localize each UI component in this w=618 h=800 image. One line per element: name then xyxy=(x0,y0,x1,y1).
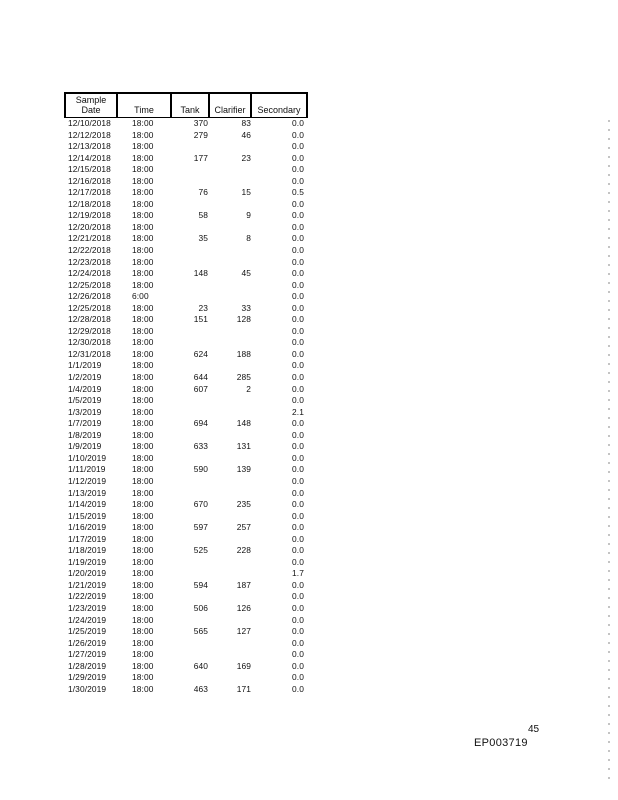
cell-date: 1/4/2019 xyxy=(68,383,102,394)
table-row xyxy=(64,430,308,442)
cell-secondary: 0.0 xyxy=(292,533,304,544)
cell-date: 12/29/2018 xyxy=(68,325,111,336)
cell-date: 12/22/2018 xyxy=(68,245,111,256)
cell-clarifier: 171 xyxy=(236,683,251,694)
table-row xyxy=(64,603,308,615)
cell-date: 1/10/2019 xyxy=(68,452,107,463)
cell-tank: 76 xyxy=(198,187,208,198)
cell-time: 18:00 xyxy=(132,556,154,567)
table-row xyxy=(64,176,308,188)
cell-secondary: 0.0 xyxy=(292,348,304,359)
cell-date: 1/11/2019 xyxy=(68,464,106,475)
cell-time: 18:00 xyxy=(132,175,154,186)
cell-time: 18:00 xyxy=(132,118,154,128)
scan-edge-marks xyxy=(608,120,610,780)
cell-date: 12/19/2018 xyxy=(68,210,111,221)
table-row xyxy=(64,153,308,165)
cell-secondary: 0.0 xyxy=(292,429,304,440)
cell-clarifier: 33 xyxy=(241,302,251,313)
cell-time: 18:00 xyxy=(132,522,154,533)
cell-secondary: 0.0 xyxy=(292,198,304,209)
cell-clarifier: 148 xyxy=(236,418,251,429)
table-row xyxy=(64,522,308,534)
table-row xyxy=(64,626,308,638)
cell-time: 18:00 xyxy=(132,683,154,694)
cell-date: 12/17/2018 xyxy=(68,187,111,198)
cell-secondary: 0.0 xyxy=(292,418,304,429)
cell-clarifier: 187 xyxy=(236,579,251,590)
cell-time: 18:00 xyxy=(132,626,154,637)
cell-secondary: 0.0 xyxy=(292,441,304,452)
cell-time: 18:00 xyxy=(132,245,154,256)
cell-date: 12/15/2018 xyxy=(68,164,111,175)
cell-time: 18:00 xyxy=(132,164,154,175)
table-row xyxy=(64,638,308,650)
table-row xyxy=(64,349,308,361)
cell-secondary: 0.0 xyxy=(292,545,304,556)
table-row xyxy=(64,684,308,696)
cell-date: 1/17/2019 xyxy=(68,533,107,544)
header-sample-date: Sample Date xyxy=(66,94,118,118)
table-row xyxy=(64,314,308,326)
cell-time: 18:00 xyxy=(132,672,154,683)
cell-secondary: 0.0 xyxy=(292,337,304,348)
cell-secondary: 0.0 xyxy=(292,637,304,648)
cell-clarifier: 128 xyxy=(236,314,251,325)
cell-time: 18:00 xyxy=(132,395,154,406)
cell-time: 18:00 xyxy=(132,568,154,579)
table-row xyxy=(64,210,308,222)
cell-date: 12/28/2018 xyxy=(68,314,111,325)
cell-secondary: 0.0 xyxy=(292,279,304,290)
cell-time: 18:00 xyxy=(132,221,154,232)
cell-time: 18:00 xyxy=(132,348,154,359)
cell-tank: 590 xyxy=(193,464,208,475)
cell-secondary: 0.0 xyxy=(292,118,304,128)
cell-tank: 594 xyxy=(193,579,208,590)
cell-date: 12/31/2018 xyxy=(68,348,111,359)
cell-time: 18:00 xyxy=(132,418,154,429)
table-row xyxy=(64,407,308,419)
table-row xyxy=(64,464,308,476)
cell-tank: 607 xyxy=(193,383,208,394)
cell-tank: 633 xyxy=(193,441,208,452)
table-row xyxy=(64,661,308,673)
table-row xyxy=(64,395,308,407)
cell-time: 18:00 xyxy=(132,487,154,498)
sample-table xyxy=(64,92,308,695)
cell-date: 12/20/2018 xyxy=(68,221,111,232)
cell-secondary: 0.0 xyxy=(292,164,304,175)
cell-clarifier: 257 xyxy=(236,522,251,533)
cell-secondary: 0.0 xyxy=(292,452,304,463)
cell-secondary: 0.0 xyxy=(292,141,304,152)
document-id: EP003719 xyxy=(474,737,528,749)
cell-secondary: 0.0 xyxy=(292,210,304,221)
table-row xyxy=(64,360,308,372)
cell-tank: 597 xyxy=(193,522,208,533)
cell-secondary: 0.0 xyxy=(292,360,304,371)
cell-clarifier: 2 xyxy=(246,383,251,394)
cell-secondary: 0.0 xyxy=(292,268,304,279)
cell-secondary: 0.0 xyxy=(292,475,304,486)
page-number: 45 xyxy=(528,724,540,735)
cell-date: 1/19/2019 xyxy=(68,556,107,567)
cell-date: 1/21/2019 xyxy=(68,579,107,590)
table-row xyxy=(64,291,308,303)
cell-secondary: 0.0 xyxy=(292,660,304,671)
cell-tank: 35 xyxy=(198,233,208,244)
cell-date: 1/2/2019 xyxy=(68,372,102,383)
cell-secondary: 0.0 xyxy=(292,325,304,336)
table-row xyxy=(64,476,308,488)
table-row xyxy=(64,580,308,592)
cell-tank: 177 xyxy=(193,152,208,163)
table-row xyxy=(64,557,308,569)
table-row xyxy=(64,488,308,500)
cell-date: 1/30/2019 xyxy=(68,683,107,694)
table-row xyxy=(64,245,308,257)
cell-date: 1/29/2019 xyxy=(68,672,107,683)
header-time: Time xyxy=(118,94,172,118)
table-row xyxy=(64,453,308,465)
cell-time: 18:00 xyxy=(132,198,154,209)
cell-secondary: 0.0 xyxy=(292,175,304,186)
cell-time: 18:00 xyxy=(132,591,154,602)
cell-date: 12/25/2018 xyxy=(68,302,111,313)
cell-date: 1/28/2019 xyxy=(68,660,107,671)
cell-time: 18:00 xyxy=(132,302,154,313)
cell-date: 12/16/2018 xyxy=(68,175,111,186)
cell-secondary: 0.0 xyxy=(292,683,304,694)
table-row xyxy=(64,141,308,153)
cell-date: 1/5/2019 xyxy=(68,395,102,406)
cell-secondary: 0.0 xyxy=(292,464,304,475)
cell-date: 1/20/2019 xyxy=(68,568,107,579)
cell-date: 12/30/2018 xyxy=(68,337,111,348)
header-clarifier: Clarifier xyxy=(210,94,252,118)
cell-date: 12/18/2018 xyxy=(68,198,111,209)
cell-secondary: 0.0 xyxy=(292,522,304,533)
cell-secondary: 0.0 xyxy=(292,672,304,683)
cell-date: 1/23/2019 xyxy=(68,602,107,613)
cell-clarifier: 46 xyxy=(241,129,251,140)
cell-time: 18:00 xyxy=(132,533,154,544)
cell-clarifier: 131 xyxy=(236,441,251,452)
cell-secondary: 0.0 xyxy=(292,556,304,567)
cell-secondary: 0.0 xyxy=(292,314,304,325)
cell-tank: 624 xyxy=(193,348,208,359)
cell-clarifier: 15 xyxy=(241,187,251,198)
table-row xyxy=(64,257,308,269)
cell-time: 18:00 xyxy=(132,499,154,510)
cell-tank: 151 xyxy=(193,314,208,325)
cell-date: 12/21/2018 xyxy=(68,233,111,244)
cell-tank: 23 xyxy=(198,302,208,313)
cell-secondary: 0.0 xyxy=(292,256,304,267)
header-secondary: Secondary xyxy=(257,105,301,115)
table-row xyxy=(64,649,308,661)
table-row xyxy=(64,499,308,511)
cell-secondary: 0.0 xyxy=(292,152,304,163)
cell-secondary: 0.5 xyxy=(292,187,304,198)
cell-time: 18:00 xyxy=(132,129,154,140)
table-row xyxy=(64,187,308,199)
cell-clarifier: 285 xyxy=(236,372,251,383)
cell-date: 1/15/2019 xyxy=(68,510,107,521)
cell-secondary: 0.0 xyxy=(292,291,304,302)
cell-secondary: 0.0 xyxy=(292,302,304,313)
cell-time: 18:00 xyxy=(132,579,154,590)
cell-secondary: 0.0 xyxy=(292,372,304,383)
cell-time: 18:00 xyxy=(132,660,154,671)
cell-time: 18:00 xyxy=(132,637,154,648)
cell-date: 12/10/2018 xyxy=(68,118,111,128)
cell-tank: 148 xyxy=(193,268,208,279)
cell-tank: 565 xyxy=(193,626,208,637)
cell-time: 6:00 xyxy=(132,291,149,302)
cell-date: 1/18/2019 xyxy=(68,545,107,556)
cell-tank: 670 xyxy=(193,499,208,510)
cell-secondary: 0.0 xyxy=(292,626,304,637)
cell-clarifier: 83 xyxy=(241,118,251,128)
cell-time: 18:00 xyxy=(132,406,154,417)
cell-clarifier: 139 xyxy=(236,464,251,475)
table-row xyxy=(64,222,308,234)
cell-date: 1/1/2019 xyxy=(68,360,102,371)
table-row xyxy=(64,534,308,546)
cell-secondary: 0.0 xyxy=(292,614,304,625)
cell-time: 18:00 xyxy=(132,152,154,163)
cell-time: 18:00 xyxy=(132,141,154,152)
cell-clarifier: 8 xyxy=(246,233,251,244)
cell-secondary: 0.0 xyxy=(292,602,304,613)
cell-clarifier: 188 xyxy=(236,348,251,359)
cell-clarifier: 228 xyxy=(236,545,251,556)
cell-clarifier: 45 xyxy=(241,268,251,279)
cell-secondary: 0.0 xyxy=(292,233,304,244)
table-body xyxy=(64,118,308,695)
cell-secondary: 1.7 xyxy=(292,568,304,579)
cell-date: 1/12/2019 xyxy=(68,475,107,486)
cell-clarifier: 235 xyxy=(236,499,251,510)
cell-clarifier: 127 xyxy=(236,626,251,637)
cell-secondary: 0.0 xyxy=(292,129,304,140)
cell-date: 1/13/2019 xyxy=(68,487,107,498)
table-row xyxy=(64,326,308,338)
table-row xyxy=(64,130,308,142)
cell-time: 18:00 xyxy=(132,210,154,221)
cell-time: 18:00 xyxy=(132,602,154,613)
table-row xyxy=(64,511,308,523)
cell-date: 12/23/2018 xyxy=(68,256,111,267)
table-row xyxy=(64,672,308,684)
table-row xyxy=(64,441,308,453)
cell-tank: 58 xyxy=(198,210,208,221)
cell-secondary: 2.1 xyxy=(292,406,304,417)
cell-time: 18:00 xyxy=(132,233,154,244)
cell-date: 1/9/2019 xyxy=(68,441,102,452)
cell-date: 12/12/2018 xyxy=(68,129,111,140)
cell-time: 18:00 xyxy=(132,268,154,279)
cell-tank: 279 xyxy=(193,129,208,140)
table-row xyxy=(64,591,308,603)
cell-time: 18:00 xyxy=(132,441,154,452)
table-row xyxy=(64,418,308,430)
cell-date: 1/3/2019 xyxy=(68,406,102,417)
cell-time: 18:00 xyxy=(132,372,154,383)
cell-secondary: 0.0 xyxy=(292,591,304,602)
cell-secondary: 0.0 xyxy=(292,510,304,521)
table-row xyxy=(64,118,308,130)
cell-time: 18:00 xyxy=(132,545,154,556)
cell-secondary: 0.0 xyxy=(292,649,304,660)
cell-date: 1/14/2019 xyxy=(68,499,107,510)
cell-date: 12/24/2018 xyxy=(68,268,111,279)
table-row xyxy=(64,280,308,292)
cell-time: 18:00 xyxy=(132,314,154,325)
cell-date: 12/14/2018 xyxy=(68,152,111,163)
cell-time: 18:00 xyxy=(132,187,154,198)
table-row xyxy=(64,568,308,580)
cell-date: 1/27/2019 xyxy=(68,649,107,660)
header-tank: Tank xyxy=(172,94,210,118)
table-row xyxy=(64,384,308,396)
cell-tank: 644 xyxy=(193,372,208,383)
table-row xyxy=(64,268,308,280)
table-row xyxy=(64,372,308,384)
cell-time: 18:00 xyxy=(132,510,154,521)
cell-date: 1/25/2019 xyxy=(68,626,107,637)
cell-time: 18:00 xyxy=(132,256,154,267)
table-header xyxy=(64,92,308,118)
table-row xyxy=(64,545,308,557)
cell-clarifier: 169 xyxy=(236,660,251,671)
cell-tank: 640 xyxy=(193,660,208,671)
cell-secondary: 0.0 xyxy=(292,383,304,394)
cell-clarifier: 9 xyxy=(246,210,251,221)
cell-date: 1/22/2019 xyxy=(68,591,107,602)
cell-tank: 525 xyxy=(193,545,208,556)
cell-clarifier: 126 xyxy=(236,602,251,613)
cell-time: 18:00 xyxy=(132,279,154,290)
cell-time: 18:00 xyxy=(132,337,154,348)
cell-date: 1/8/2019 xyxy=(68,429,102,440)
cell-secondary: 0.0 xyxy=(292,221,304,232)
cell-time: 18:00 xyxy=(132,464,154,475)
cell-time: 18:00 xyxy=(132,325,154,336)
cell-date: 12/25/2018 xyxy=(68,279,111,290)
table-row xyxy=(64,337,308,349)
cell-date: 12/13/2018 xyxy=(68,141,111,152)
cell-time: 18:00 xyxy=(132,360,154,371)
cell-date: 1/7/2019 xyxy=(68,418,102,429)
cell-time: 18:00 xyxy=(132,649,154,660)
cell-secondary: 0.0 xyxy=(292,245,304,256)
cell-secondary: 0.0 xyxy=(292,487,304,498)
cell-date: 12/26/2018 xyxy=(68,291,111,302)
cell-time: 18:00 xyxy=(132,452,154,463)
table-row xyxy=(64,303,308,315)
cell-secondary: 0.0 xyxy=(292,579,304,590)
table-row xyxy=(64,199,308,211)
cell-date: 1/24/2019 xyxy=(68,614,107,625)
cell-time: 18:00 xyxy=(132,383,154,394)
cell-time: 18:00 xyxy=(132,429,154,440)
cell-tank: 694 xyxy=(193,418,208,429)
cell-time: 18:00 xyxy=(132,614,154,625)
cell-secondary: 0.0 xyxy=(292,499,304,510)
cell-time: 18:00 xyxy=(132,475,154,486)
cell-date: 1/16/2019 xyxy=(68,522,107,533)
cell-secondary: 0.0 xyxy=(292,395,304,406)
cell-tank: 370 xyxy=(193,118,208,128)
cell-clarifier: 23 xyxy=(241,152,251,163)
table-row xyxy=(64,615,308,627)
cell-tank: 463 xyxy=(193,683,208,694)
table-row xyxy=(64,164,308,176)
table-row xyxy=(64,233,308,245)
cell-tank: 506 xyxy=(193,602,208,613)
cell-date: 1/26/2019 xyxy=(68,637,107,648)
